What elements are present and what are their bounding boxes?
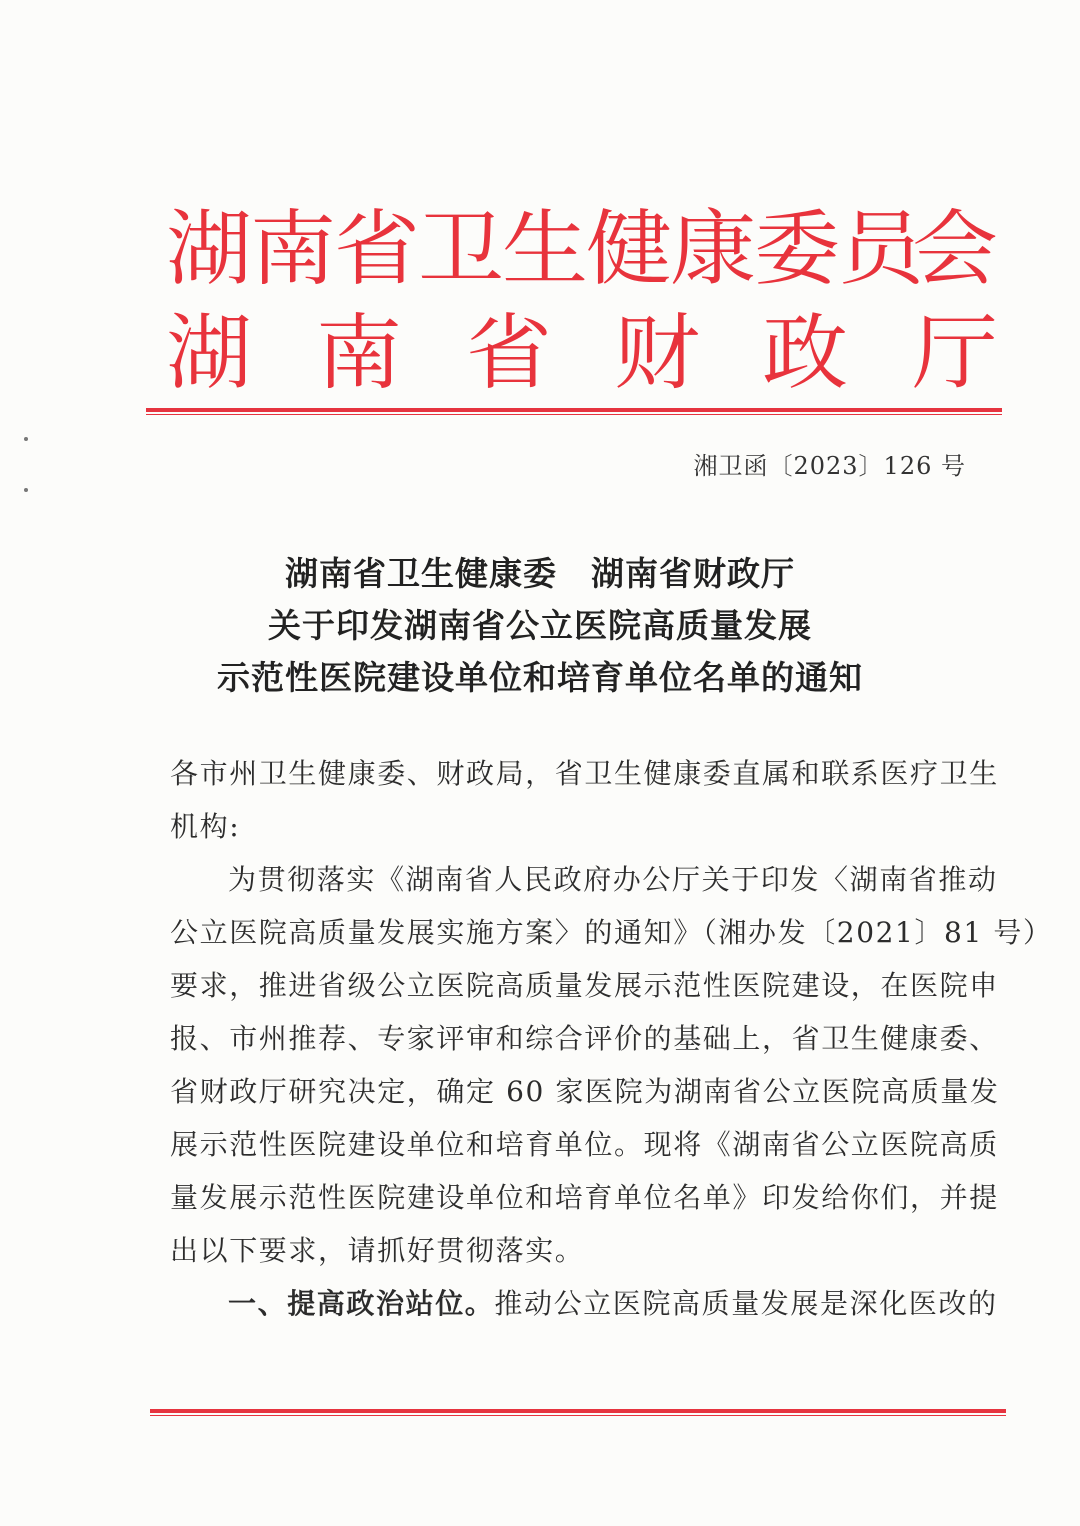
body-line: 出以下要求，请抓好贯彻落实。 [170, 1234, 585, 1267]
body-line: 各市州卫生健康委、财政局，省卫生健康委直属和联系医疗卫生 [170, 757, 999, 790]
section-1-text: 推动公立医院高质量发展是深化医改的 [494, 1287, 998, 1320]
masthead-line-2 [0, 305, 1080, 403]
title-line-2: 关于印发湖南省公立医院高质量发展 [268, 606, 812, 645]
masthead-char: 政 [762, 305, 848, 401]
masthead-char: 委 [754, 201, 840, 297]
section-1-heading: 一、提高政治站位。 [228, 1287, 495, 1320]
body-line: 为贯彻落实《湖南省人民政府办公厅关于印发〈湖南省推动 [228, 863, 998, 896]
body-line: 机构: [170, 810, 241, 843]
body-line: 量发展示范性医院建设单位和培育单位名单》印发给你们，并提 [170, 1181, 999, 1214]
title-line-1: 湖南省卫生健康委 湖南省财政厅 [285, 554, 795, 593]
footer-divider [150, 1409, 1006, 1413]
masthead-line-1 [0, 201, 1080, 299]
masthead-char: 员 [838, 201, 924, 297]
title-line-3: 示范性医院建设单位和培育单位名单的通知 [217, 658, 863, 697]
section-1-line [228, 1282, 1028, 1322]
body-line: 要求，推进省级公立医院高质量发展示范性医院建设，在医院申 [170, 969, 999, 1002]
body-line: 展示范性医院建设单位和培育单位。现将《湖南省公立医院高质 [170, 1128, 999, 1161]
scan-speck [24, 488, 28, 492]
masthead-divider [146, 408, 1002, 412]
masthead-char: 生 [502, 201, 588, 297]
masthead-char: 南 [316, 305, 402, 401]
masthead-char: 省 [334, 201, 420, 297]
masthead-char: 卫 [418, 201, 504, 297]
scan-speck [24, 437, 28, 441]
body-line: 省财政厅研究决定，确定 60 家医院为湖南省公立医院高质量发 [170, 1075, 1000, 1108]
masthead-char: 湖 [166, 305, 252, 401]
body-line: 报、市州推荐、专家评审和综合评价的基础上，省卫生健康委、 [170, 1022, 999, 1055]
masthead-char: 南 [250, 201, 336, 297]
document-number: 湘卫函〔2023〕126 号 [693, 452, 966, 480]
masthead-char: 康 [670, 201, 756, 297]
masthead-char: 财 [614, 305, 700, 401]
masthead-char: 会 [912, 201, 998, 297]
masthead-char: 湖 [166, 201, 252, 297]
masthead-char: 省 [466, 305, 552, 401]
body-line: 公立医院高质量发展实施方案〉的通知》（湘办发〔2021〕81 号） [170, 916, 1053, 949]
masthead-char: 厅 [912, 305, 998, 401]
masthead-divider-thin [146, 414, 1002, 415]
footer-divider-thin [150, 1415, 1006, 1416]
masthead-char: 健 [586, 201, 672, 297]
